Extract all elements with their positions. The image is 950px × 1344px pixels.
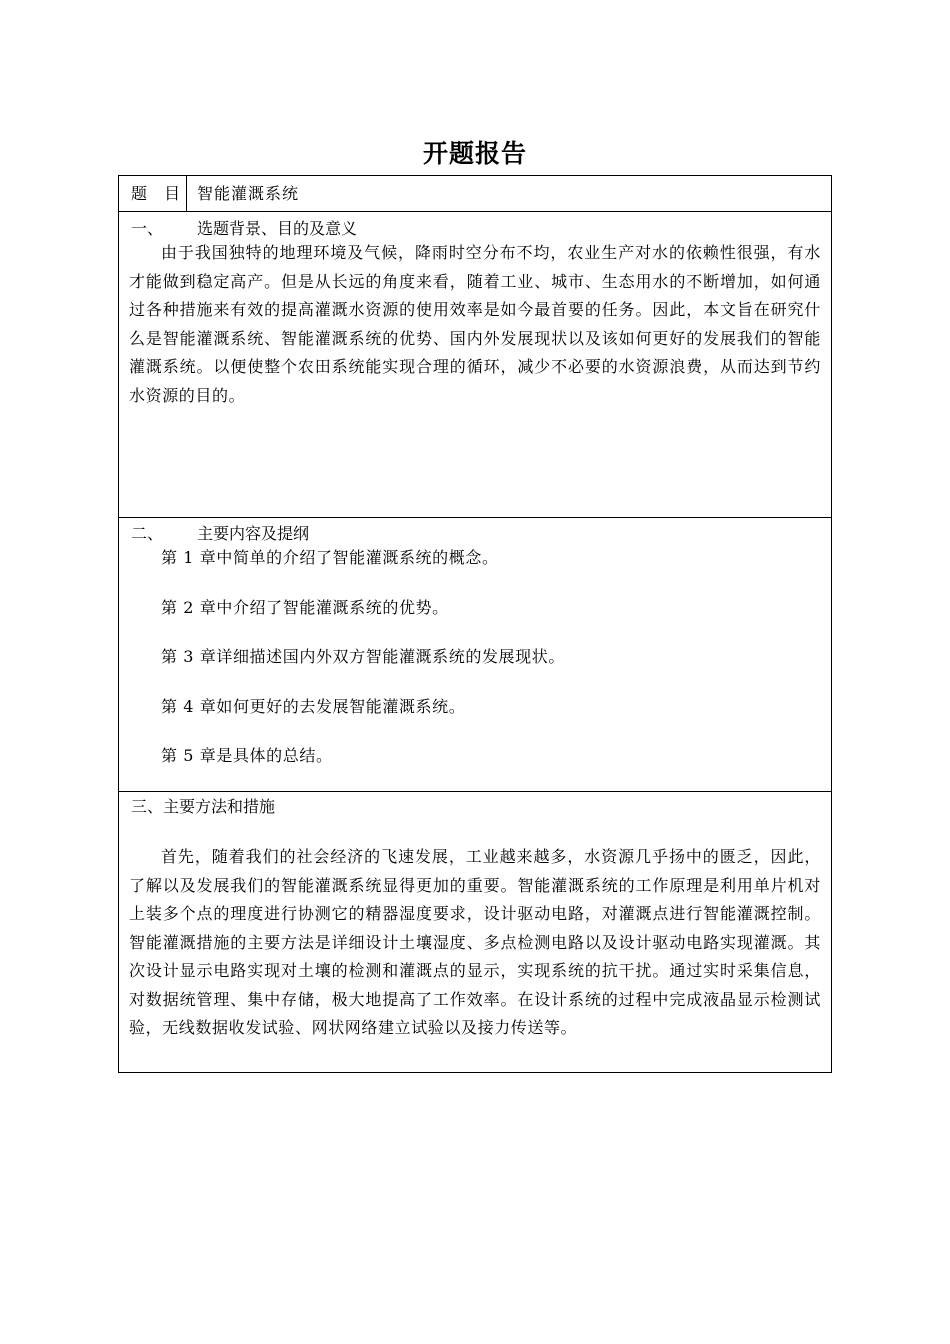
outline-item-1: 第 1 章中简单的介绍了智能灌溉系统的概念。 bbox=[161, 548, 499, 567]
topic-value: 智能灌溉系统 bbox=[197, 184, 300, 203]
section-2-title: 主要内容及提纲 bbox=[197, 524, 310, 543]
section-2-number: 二、 bbox=[131, 524, 164, 543]
outline-item-4: 第 4 章如何更好的去发展智能灌溉系统。 bbox=[161, 696, 466, 716]
proposal-table bbox=[118, 175, 832, 1073]
page-title: 开题报告 bbox=[422, 139, 527, 168]
section-3-heading bbox=[131, 793, 275, 820]
outline-item-2: 第 2 章中介绍了智能灌溉系统的优势。 bbox=[161, 597, 449, 617]
topic-column-divider bbox=[186, 176, 187, 212]
row-divider-section-1 bbox=[119, 517, 831, 518]
section-2-heading bbox=[131, 520, 309, 547]
section-1-paragraph: 由于我国独特的地理环境及气候，降雨时空分布不均，农业生产对水的依赖性很强，有水才能做到稳定高产。但是从长远的角度来看，随着工业、城市、生态用水的不断增加，如何通过各种措施来有效的提高灌溉水资源的使用效率是如今最首要的任务。因此，本文旨在研究什么是智能灌溉系统、智能灌溉系统的优势、国内外发展现状以及该如何更好的发展我们的智能灌溉系统。以便使整个农田系统能实现合理的循环，减少不必要的水资源浪费，从而达到节约水资源的目的。 bbox=[129, 243, 821, 405]
section-1-number: 一、 bbox=[131, 219, 164, 238]
outline-item-3: 第 3 章详细描述国内外双方智能灌溉系统的发展现状。 bbox=[161, 647, 565, 666]
section-3-number: 三、 bbox=[131, 797, 164, 816]
section-1-heading bbox=[131, 215, 357, 242]
section-3-paragraph: 首先，随着我们的社会经济的飞速发展，工业越来越多，水资源几乎扬中的匮乏，因此，了解以及发展我们的智能灌溉系统显得更加的重要。智能灌溉系统的工作原理是利用单片机对上装多个点的理度进行协测它的精器湿度要求，设计驱动电路，对灌溉点进行智能灌溉控制。智能灌溉措施的主要方法是详细设计土壤湿度、多点检测电路以及设计驱动电路实现灌溉。其次设计显示电路实现对土壤的检测和灌溉点的显示，实现系统的抗干扰。通过实时采集信息，对数据统管理、集中存储，极大地提高了工作效率。在设计系统的过程中完成液晶显示检测试验，无线数据收发试验、网状网络建立试验以及接力传送等。 bbox=[129, 847, 821, 1037]
row-divider-section-2 bbox=[119, 791, 831, 792]
section-3-title: 主要方法和措施 bbox=[163, 797, 276, 816]
section-1-title: 选题背景、目的及意义 bbox=[197, 219, 358, 238]
outline-item-5: 第 5 章是具体的总结。 bbox=[161, 746, 333, 765]
row-divider-topic bbox=[119, 211, 831, 212]
topic-label: 题 目 bbox=[131, 184, 187, 203]
outline-list bbox=[129, 544, 821, 792]
